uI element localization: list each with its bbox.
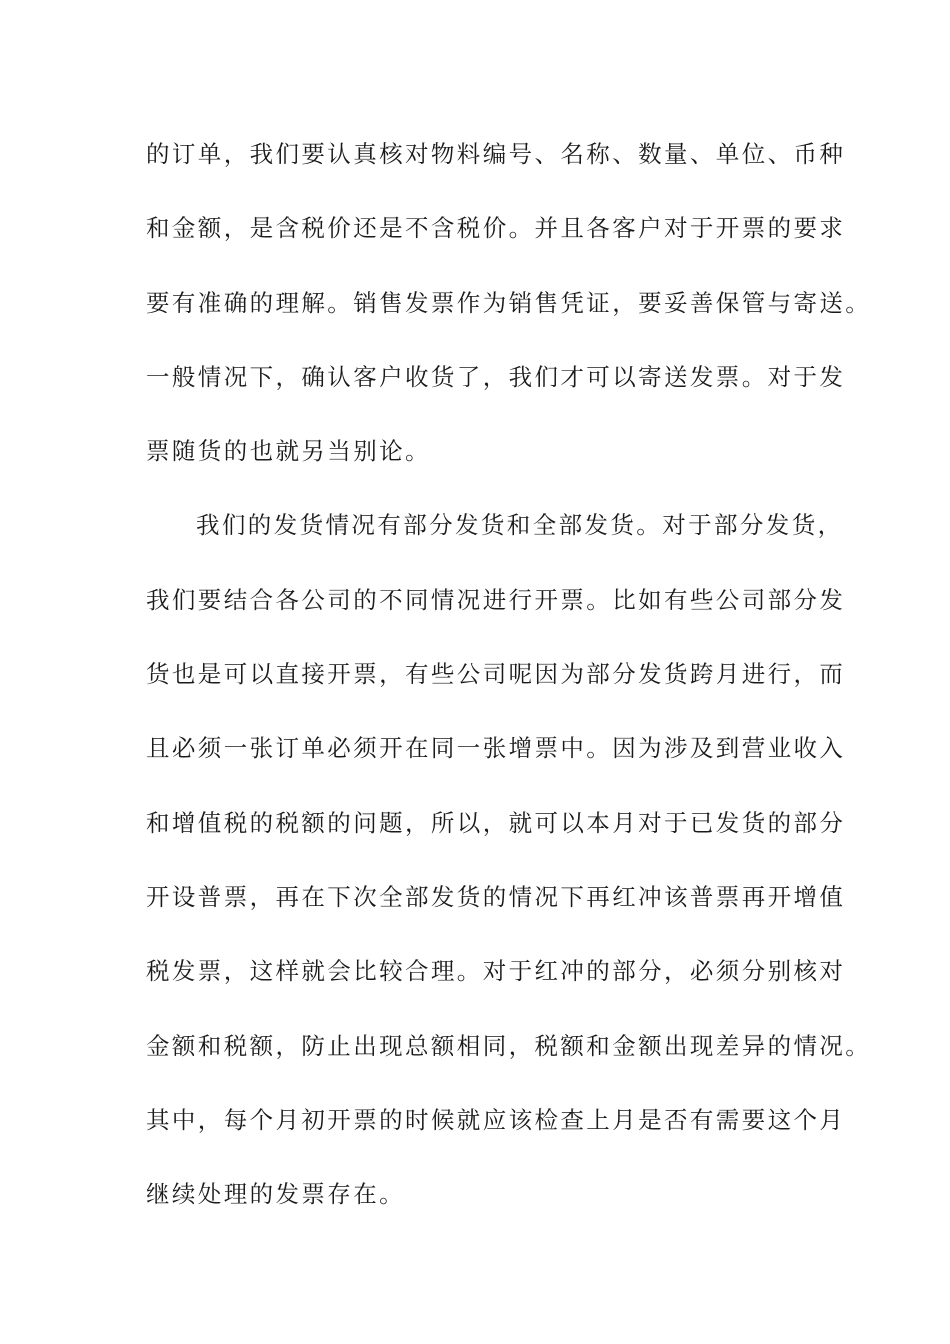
text-line-8: 货也是可以直接开票，有些公司呢因为部分发货跨月进行，而 (146, 660, 846, 689)
text-line-2: 和金额，是含税价还是不含税价。并且各客户对于开票的要求 (146, 214, 846, 243)
text-line-9: 且必须一张订单必须开在同一张增票中。因为涉及到营业收入 (146, 734, 846, 763)
text-line-13: 金额和税额，防止出现总额相同，税额和金额出现差异的情况。 (146, 1031, 872, 1060)
text-line-12: 税发票，这样就会比较合理。对于红冲的部分，必须分别核对 (146, 957, 846, 986)
text-line-3: 要有准确的理解。销售发票作为销售凭证，要妥善保管与寄送。 (146, 288, 872, 317)
text-line-14: 其中，每个月初开票的时候就应该检查上月是否有需要这个月 (146, 1105, 846, 1134)
text-line-7: 我们要结合各公司的不同情况进行开票。比如有些公司部分发 (146, 585, 846, 614)
text-line-11: 开设普票，再在下次全部发货的情况下再红冲该普票再开增值 (146, 882, 846, 911)
text-line-5: 票随货的也就另当别论。 (146, 437, 431, 466)
text-line-4: 一般情况下，确认客户收货了，我们才可以寄送发票。对于发 (146, 362, 846, 391)
text-line-15: 继续处理的发票存在。 (146, 1180, 405, 1209)
text-line-6-paragraph-start: 我们的发货情况有部分发货和全部发货。对于部分发货， (196, 511, 844, 540)
text-line-10: 和增值税的税额的问题，所以，就可以本月对于已发货的部分 (146, 808, 846, 837)
text-line-1: 的订单，我们要认真核对物料编号、名称、数量、单位、币种 (146, 140, 846, 168)
document-body (146, 130, 872, 1244)
